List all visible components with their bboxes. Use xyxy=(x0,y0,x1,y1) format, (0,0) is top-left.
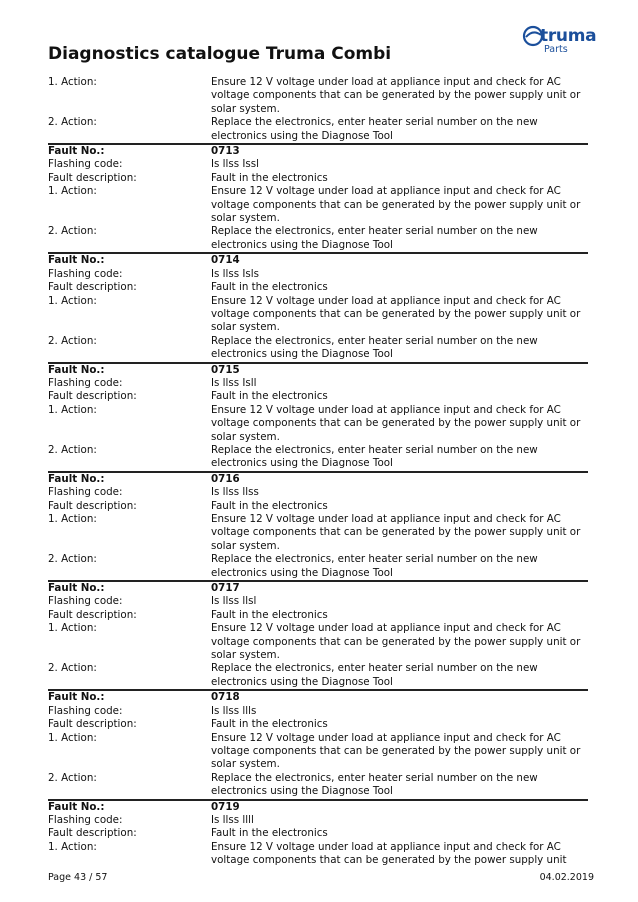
fault-description-row xyxy=(48,172,588,185)
fault-catalogue xyxy=(48,76,588,868)
field-label: Fault description: xyxy=(48,499,137,512)
field-label: 1. Action: xyxy=(48,294,97,307)
fault-block xyxy=(48,144,588,253)
field-label: 2. Action: xyxy=(48,662,97,675)
action-text: Replace the electronics, enter heater serial number on the new electronics using the Diagnose Tool xyxy=(211,116,538,142)
field-label: 2. Action: xyxy=(48,443,97,456)
action-label: 1. Action: xyxy=(48,76,97,88)
field-label: Fault description: xyxy=(48,281,137,294)
fault-block xyxy=(48,363,588,472)
field-value: 0716 xyxy=(211,472,240,485)
field-value: Ensure 12 V voltage under load at appliance input and check for AC voltage components that can be generated by the power supply unit or solar system. xyxy=(211,294,581,334)
field-value: Is llss llls xyxy=(211,704,257,717)
field-value: Is llss Isll xyxy=(211,376,257,389)
intro-action-1 xyxy=(48,76,588,116)
fault-description-row xyxy=(48,718,588,731)
field-value: Replace the electronics, enter heater serial number on the new electronics using the Diagnose Tool xyxy=(211,771,538,798)
fault-block xyxy=(48,253,588,362)
field-value: 0715 xyxy=(211,363,240,376)
field-label: Fault No.: xyxy=(48,800,105,813)
field-label: Flashing code: xyxy=(48,376,123,389)
action-1-row xyxy=(48,404,588,444)
field-value: Ensure 12 V voltage under load at appliance input and check for AC voltage components that can be generated by the power supply unit or solar system. xyxy=(211,622,581,662)
fault-description-row xyxy=(48,281,588,294)
field-label: 1. Action: xyxy=(48,513,97,525)
action-1-row xyxy=(48,513,588,553)
fault-number-row xyxy=(48,144,588,158)
action-text: Ensure 12 V voltage under load at appliance input and check for AC voltage components that can be generated by the power supply unit or solar system. xyxy=(211,76,581,115)
logo-subtitle: Parts xyxy=(544,44,568,55)
field-value: Fault in the electronics xyxy=(211,827,328,840)
field-label: 2. Action: xyxy=(48,771,97,784)
fault-description-row xyxy=(48,827,588,840)
field-value: Is llss Issl xyxy=(211,158,260,171)
fault-number-row xyxy=(48,363,588,377)
field-value: 0714 xyxy=(211,254,240,267)
field-label: Flashing code: xyxy=(48,158,123,171)
field-value: Fault in the electronics xyxy=(211,281,328,294)
field-value: Replace the electronics, enter heater serial number on the new electronics using the Diagnose Tool xyxy=(211,553,538,579)
field-value: Is llss llsl xyxy=(211,595,257,608)
field-label: Fault No.: xyxy=(48,254,105,267)
intro-action-2 xyxy=(48,116,588,144)
field-value: 0718 xyxy=(211,691,240,704)
field-value: Ensure 12 V voltage under load at appliance input and check for AC voltage components that can be generated by the power supply unit or solar system. xyxy=(211,403,581,443)
action-1-row xyxy=(48,295,588,335)
fault-number-row xyxy=(48,253,588,267)
fault-number-row xyxy=(48,472,588,486)
field-value: Replace the electronics, enter heater serial number on the new electronics using the Diagnose Tool xyxy=(211,443,538,470)
page-number: Page 43 / 57 xyxy=(48,872,108,883)
field-value: Ensure 12 V voltage under load at appliance input and check for AC voltage components that can be generated by the power supply unit or solar system. xyxy=(211,185,581,225)
fault-block xyxy=(48,472,588,581)
action-label: 2. Action: xyxy=(48,116,97,129)
field-value: Replace the electronics, enter heater serial number on the new electronics using the Diagnose Tool xyxy=(211,334,538,361)
field-value: Ensure 12 V voltage under load at appliance input and check for AC voltage components that can be generated by the power supply unit xyxy=(211,840,567,867)
document-date: 04.02.2019 xyxy=(539,872,594,883)
field-label: Flashing code: xyxy=(48,486,123,499)
flashing-code-row xyxy=(48,705,588,718)
fault-number-row xyxy=(48,581,588,595)
flashing-code-row xyxy=(48,377,588,390)
field-value: Fault in the electronics xyxy=(211,390,328,403)
field-label: 1. Action: xyxy=(48,403,97,416)
fault-description-row xyxy=(48,609,588,622)
field-label: 1. Action: xyxy=(48,622,97,635)
field-value: Fault in the electronics xyxy=(211,171,328,184)
field-value: Fault in the electronics xyxy=(211,718,328,731)
flashing-code-row xyxy=(48,486,588,499)
field-value: Fault in the electronics xyxy=(211,499,328,512)
fault-block xyxy=(48,581,588,690)
fault-number-row xyxy=(48,800,588,814)
action-1-row xyxy=(48,185,588,225)
field-value: 0719 xyxy=(211,800,240,813)
field-value: Replace the electronics, enter heater serial number on the new electronics using the Diagnose Tool xyxy=(211,225,538,251)
field-label: 1. Action: xyxy=(48,185,97,198)
field-label: 1. Action: xyxy=(48,731,97,744)
action-1-row xyxy=(48,622,588,662)
field-label: Fault description: xyxy=(48,827,137,840)
fault-description-row xyxy=(48,390,588,403)
field-value: Ensure 12 V voltage under load at appliance input and check for AC voltage components that can be generated by the power supply unit or solar system. xyxy=(211,731,581,771)
field-value: 0713 xyxy=(211,145,240,158)
action-1-row xyxy=(48,841,588,868)
flashing-code-row xyxy=(48,158,588,171)
field-label: Fault No.: xyxy=(48,691,105,704)
action-2-row xyxy=(48,772,588,800)
flashing-code-row xyxy=(48,268,588,281)
field-label: Fault No.: xyxy=(48,582,105,595)
action-2-row xyxy=(48,553,588,581)
field-label: 2. Action: xyxy=(48,334,97,347)
action-2-row xyxy=(48,335,588,363)
fault-block xyxy=(48,800,588,868)
truma-logo xyxy=(522,24,597,60)
field-label: Flashing code: xyxy=(48,595,123,608)
page-title: Diagnostics catalogue Truma Combi xyxy=(48,44,392,64)
field-label: Fault description: xyxy=(48,171,137,184)
field-label: Fault description: xyxy=(48,390,137,403)
field-label: 1. Action: xyxy=(48,840,97,853)
fault-description-row xyxy=(48,500,588,513)
field-label: 2. Action: xyxy=(48,553,97,566)
action-2-row xyxy=(48,662,588,690)
action-2-row xyxy=(48,225,588,253)
field-value: Is llss llss xyxy=(211,486,259,499)
field-label: Fault description: xyxy=(48,718,137,731)
field-label: Flashing code: xyxy=(48,813,123,826)
field-label: Fault No.: xyxy=(48,472,105,485)
field-value: 0717 xyxy=(211,582,240,595)
field-value: Is llss llll xyxy=(211,813,254,826)
fault-number-row xyxy=(48,690,588,704)
field-value: Fault in the electronics xyxy=(211,608,328,621)
fault-block xyxy=(48,690,588,799)
flashing-code-row xyxy=(48,814,588,827)
fault-list xyxy=(48,144,588,868)
field-value: Is llss Isls xyxy=(211,267,260,280)
field-label: 2. Action: xyxy=(48,225,97,238)
action-2-row xyxy=(48,444,588,472)
field-label: Fault No.: xyxy=(48,363,105,376)
field-label: Flashing code: xyxy=(48,704,123,717)
action-1-row xyxy=(48,732,588,772)
field-label: Flashing code: xyxy=(48,267,123,280)
logo-wordmark: truma xyxy=(540,26,597,46)
field-label: Fault description: xyxy=(48,608,137,621)
field-value: Ensure 12 V voltage under load at appliance input and check for AC voltage components that can be generated by the power supply unit or solar system. xyxy=(211,513,581,552)
field-value: Replace the electronics, enter heater serial number on the new electronics using the Diagnose Tool xyxy=(211,662,538,688)
field-label: Fault No.: xyxy=(48,145,105,158)
flashing-code-row xyxy=(48,595,588,608)
